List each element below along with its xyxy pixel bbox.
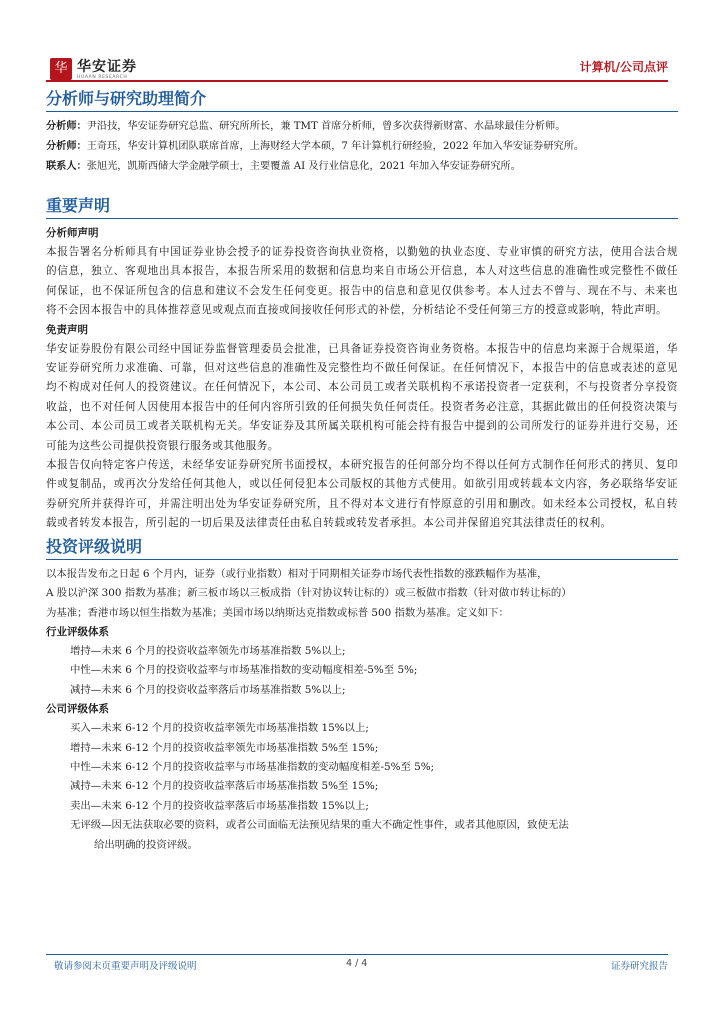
analyst-list (46, 117, 678, 177)
no-rating-item: 无评级—因无法获取必要的资料，或者公司面临无法预见结果的重大不确定性事件，或者其他原因，致使无法 (70, 819, 569, 832)
rating-intro-line: A 股以沪深 300 指数为基准；新三板市场以三板成指（针对协议转让标的）或三板做市指数（针对做市转让标的） (46, 587, 572, 600)
analyst-entry (46, 117, 678, 137)
rating-section-title: 投资评级说明 (46, 536, 143, 556)
section-divider (46, 111, 678, 112)
company-rating-item: 买入—未来 6-12 个月的投资收益率领先市场基准指数 15%以上; (70, 722, 369, 735)
company-rating-item: 中性—未来 6-12 个月的投资收益率与市场基准指数的变动幅度相差-5%至 5%; (70, 760, 435, 773)
exemption-paragraph: 华安证券股份有限公司经中国证券监督管理委员会批准，已具备证券投资咨询业务资格。本报告中的信息均来源于合规渠道，华安证券研究所力求准确、可靠，但对这些信息的准确性及完整性均不做任何保证。在任何情况下，本报告中的信息或表述的意见均不构成对任何人的投资建议。在任何情况下，本公司、本公司员工或者关联机构不承诺投资者一定获利，不与投资者分享投资收益，也不对任何人因使用本报告中的任何内容所引致的任何损失负任何责任。投资者务必注意，其据此做出的任何投资决策与本公司、本公司员工或者关联机构无关。华安证券及其所属关联机构可能会持有报告中提到的公司所发行的证券并进行交易，还可能为这些公司提供投资银行服务或其他服务。 (46, 342, 678, 452)
company-rating-title: 公司评级体系 (46, 703, 109, 716)
disclaimer-section-title: 重要声明 (46, 196, 111, 215)
analyst-role: 分析师： (46, 121, 87, 132)
company-rating-item: 增持—未来 6-12 个月的投资收益率领先市场基准指数 5%至 15%; (70, 741, 379, 754)
analyst-statement-text: 本报告署名分析师具有中国证券业协会授予的证券投资咨询执业资格，以勤勉的执业态度、专业审慎的研究方法，使用合法合规的信息，独立、客观地出具本报告，本报告所采用的数据和信息均来自市场公开信息，本人对这些信息的准确性或完整性不做任何保证，也不保证所包含的信息和建议不会发生任何变更。报告中的信息和意见仅供参考。本人过去不曾与、现在不与、未来也将不会因本报告中的具体推荐意见或观点而直接或间接收任何形式的补偿，分析结论不受任何第三方的授意或影响，特此声明。 (46, 246, 678, 317)
footer-divider (46, 954, 668, 955)
logo-cn: 华安证券 (77, 58, 137, 75)
exemption-paragraph: 本报告仅向特定客户传送，未经华安证券研究所书面授权，本研究报告的任何部分均不得以任何方式制作任何形式的拷贝、复印件或复制品，或再次分发给任何其他人，或以任何侵犯本公司版权的其他方式使用。如欲引用或转载本文内容，务必联络华安证券研究所并获得许可，并需注明出处为华安证券研究所，且不得对本文进行有悖原意的引用和删改。如未经本公司授权，私自转载或者转发本报告，所引起的一切后果及法律责任由私自转载或转发者承担。本公司并保留追究其法律责任的权利。 (46, 459, 678, 530)
contact-bio: 张旭光，凯斯西储大学金融学硕士，主要覆盖 AI 及行业信息化，2021 年加入华安证券研究所。 (86, 161, 521, 172)
page-footer (54, 958, 668, 972)
industry-rating-item: 中性—未来 6 个月的投资收益率与市场基准指数的变动幅度相差-5%至 5%; (70, 664, 418, 677)
analyst-bio: 尹沿技，华安证券研究总监、研究所所长，兼 TMT 首席分析师，曾多次获得新财富、水晶球最佳分析师。 (86, 121, 566, 132)
rating-intro-line: 以本报告发布之日起 6 个月内，证券（或行业指数）相对于同期相关证券市场代表性指数的涨跌幅作为基准， (46, 567, 548, 580)
industry-rating-item: 增持—未来 6 个月的投资收益率领先市场基准指数 5%以上; (70, 644, 346, 657)
footer-report-type: 证券研究报告 (610, 961, 668, 972)
analyst-bio: 王奇珏，华安计算机团队联席首席，上海财经大学本硕，7 年计算机行研经验，2022 年加入华安证券研究所。 (86, 141, 585, 152)
report-category: 计算机/公司点评 (579, 60, 668, 74)
company-rating-item: 卖出—未来 6-12 个月的投资收益率落后市场基准指数 15%以上; (70, 799, 369, 812)
analyst-entry (46, 157, 678, 177)
industry-rating-item: 减持—未来 6 个月的投资收益率落后市场基准指数 5%以上; (70, 683, 346, 696)
industry-rating-title: 行业评级体系 (46, 625, 109, 638)
analyst-entry (46, 137, 678, 157)
analyst-statement-title: 分析师声明 (46, 227, 99, 239)
section-divider (46, 218, 678, 219)
no-rating-item-cont: 给出明确的投资评级。 (94, 838, 198, 851)
contact-role: 联系人： (46, 161, 87, 172)
page-number: 4 / 4 (346, 958, 368, 969)
header-divider (46, 80, 668, 82)
company-rating-item: 减持—未来 6-12 个月的投资收益率落后市场基准指数 5%至 15%; (70, 780, 379, 793)
section-divider (46, 559, 678, 560)
logo-en: HUAAN RESEARCH (77, 74, 128, 80)
rating-intro-line: 为基准；香港市场以恒生指数为基准；美国市场以纳斯达克指数或标普 500 指数为基准。定义如下： (46, 606, 509, 619)
analyst-section-title: 分析师与研究助理简介 (46, 89, 207, 108)
logo-text (77, 59, 137, 80)
logo-mark-icon: 华 (50, 58, 72, 80)
analyst-role: 分析师： (46, 141, 87, 152)
page-content (46, 88, 678, 855)
company-logo (50, 58, 137, 80)
exemption-title: 免责声明 (46, 323, 88, 336)
footer-notice: 敬请参阅末页重要声明及评级说明 (54, 961, 197, 972)
